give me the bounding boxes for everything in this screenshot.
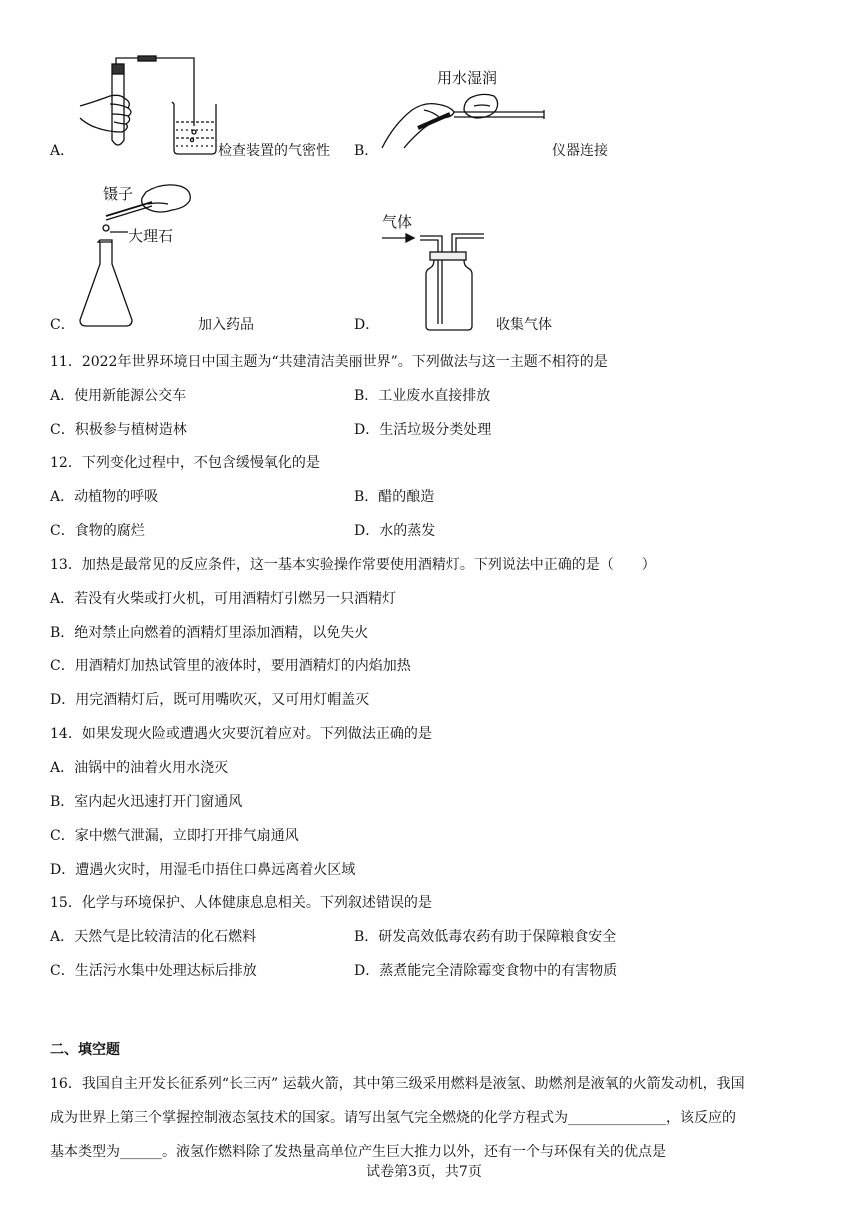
figure-collecting-gas	[378, 226, 490, 332]
question-14-option-a: A．油锅中的油着火用水浇灭	[50, 760, 229, 776]
question-11-option-b: B．工业废水直接排放	[354, 388, 491, 404]
figure-adding-reagent	[76, 180, 196, 330]
question-15-option-b: B．研发高效低毒农药有助于保障粮食安全	[354, 929, 617, 945]
option-b-letter: B．	[354, 143, 379, 159]
question-12-option-d: D．水的蒸发	[354, 523, 436, 539]
question-11-option-d: D．生活垃圾分类处理	[354, 422, 492, 438]
question-14-option-d: D．遭遇火灾时，用湿毛巾捂住口鼻远离着火区域	[50, 862, 356, 878]
option-d-letter: D．	[354, 317, 380, 333]
question-13-stem: 13．加热是最常见的反应条件，这一基本实验操作常要使用酒精灯。下列说法中正确的是（ ）	[50, 557, 656, 573]
option-c-caption: 加入药品	[198, 317, 254, 333]
page-footer: 试卷第3页，共7页	[366, 1164, 482, 1180]
question-15-option-c: C．生活污水集中处理达标后排放	[50, 963, 257, 979]
question-16-line-1: 16．我国自主开发长征系列“长三丙” 运载火箭，其中第三级采用燃料是液氢、助燃剂是液氧的火箭发动机，我国	[50, 1076, 745, 1092]
figure-label-tweezers: 镊子	[103, 185, 134, 203]
question-11-option-a: A．使用新能源公交车	[50, 388, 187, 404]
section-title: 二、填空题	[50, 1042, 120, 1058]
question-13-option-a: A．若没有火柴或打火机，可用酒精灯引燃另一只酒精灯	[50, 591, 397, 607]
figure-instrument-connection	[378, 88, 548, 152]
question-12-option-b: B．醋的酿造	[354, 489, 435, 505]
question-14-stem: 14．如果发现火险或遭遇火灾要沉着应对。下列做法正确的是	[50, 726, 432, 742]
question-15-option-a: A．天然气是比较清洁的化石燃料	[50, 929, 257, 945]
question-13-option-b: B．绝对禁止向燃着的酒精灯里添加酒精，以免失火	[50, 625, 369, 641]
figure-label-gas: 气体	[382, 213, 413, 231]
option-a-letter: A．	[50, 143, 75, 159]
question-16-line-2: 成为世界上第三个掌握控制液态氢技术的国家。请写出氢气完全燃烧的化学方程式为______________，该反应的	[50, 1110, 736, 1126]
question-12-stem: 12．下列变化过程中，不包含缓慢氧化的是	[50, 455, 320, 471]
question-14-option-c: C．家中燃气泄漏，立即打开排气扇通风	[50, 828, 299, 844]
option-c-letter: C．	[50, 317, 75, 333]
option-a-caption: 检查装置的气密性	[218, 143, 330, 159]
figure-airtightness-check	[76, 52, 222, 158]
question-13-option-c: C．用酒精灯加热试管里的液体时，要用酒精灯的内焰加热	[50, 658, 411, 674]
question-12-option-a: A．动植物的呼吸	[50, 489, 159, 505]
question-14-option-b: B．室内起火迅速打开门窗通风	[50, 794, 243, 810]
option-d-caption: 收集气体	[496, 317, 552, 333]
question-16-line-3: 基本类型为______。液氢作燃料除了发热量高单位产生巨大推力以外，还有一个与环保有关的优点是	[50, 1144, 666, 1160]
figure-label-wet-with-water: 用水湿润	[437, 69, 498, 87]
figure-label-marble: 大理石	[128, 227, 174, 245]
question-13-option-d: D．用完酒精灯后，既可用嘴吹灭，又可用灯帽盖灭	[50, 692, 370, 708]
question-11-stem: 11．2022年世界环境日中国主题为“共建清洁美丽世界”。下列做法与这一主题不相符的是	[50, 354, 608, 370]
question-12-option-c: C．食物的腐烂	[50, 523, 145, 539]
question-11-option-c: C．积极参与植树造林	[50, 422, 187, 438]
question-15-stem: 15．化学与环境保护、人体健康息息相关。下列叙述错误的是	[50, 895, 432, 911]
question-15-option-d: D．蒸煮能完全清除霉变食物中的有害物质	[354, 963, 618, 979]
option-b-caption: 仪器连接	[552, 143, 608, 159]
